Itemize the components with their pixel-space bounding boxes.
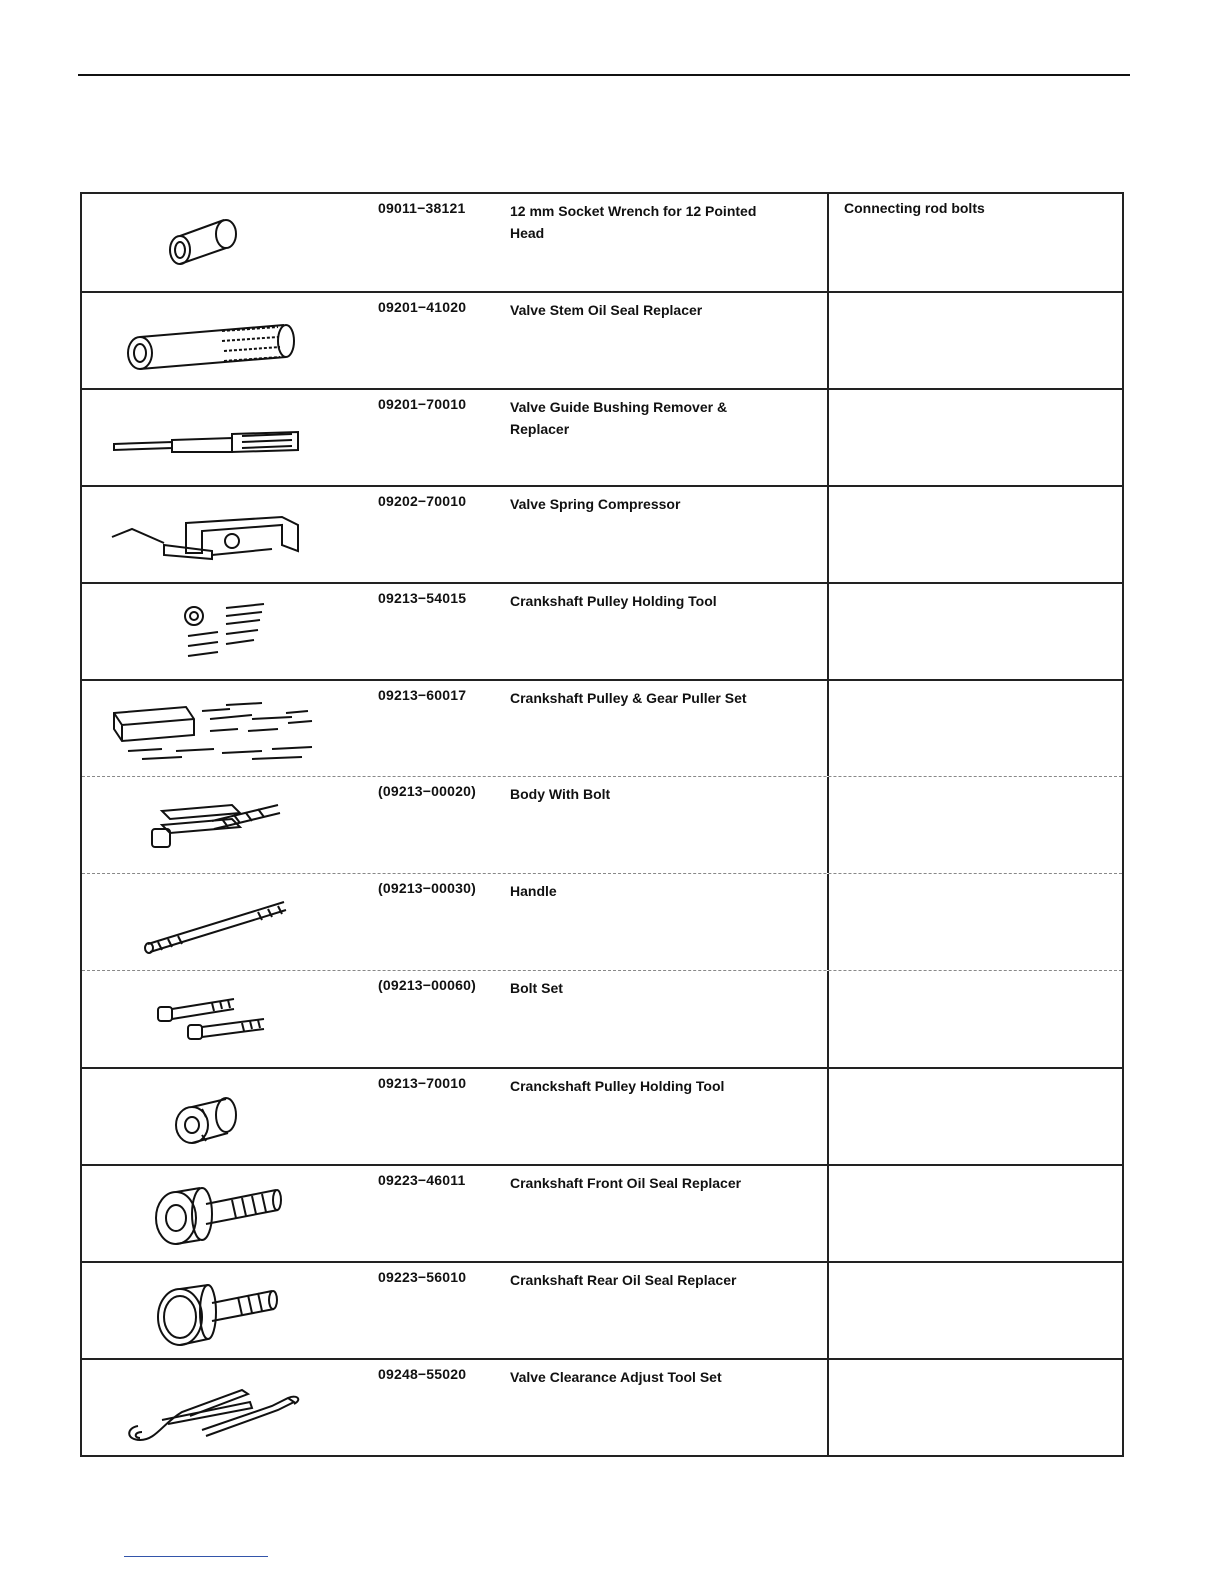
- part-number: 09213−54015: [378, 590, 467, 606]
- tool-name: Valve Guide Bushing Remover & Replacer: [510, 399, 728, 437]
- tool-row: [82, 1261, 1122, 1358]
- tool-name: Crankshaft Rear Oil Seal Replacer: [510, 1272, 737, 1288]
- header-rule: [78, 74, 1130, 76]
- part-number: 09202−70010: [378, 493, 467, 509]
- tool-note: Connecting rod bolts: [844, 200, 985, 216]
- tool-name: Bolt Set: [510, 980, 563, 996]
- pulley-holder-icon: [82, 1069, 372, 1164]
- oil-seal-replacer-icon: [82, 293, 372, 388]
- bolt-set-icon: [82, 971, 372, 1067]
- tool-row: [82, 194, 1122, 291]
- tool-row: [82, 582, 1122, 679]
- valve-clearance-tool-icon: [82, 1360, 372, 1455]
- tool-row: [82, 388, 1122, 485]
- footer-link-underline[interactable]: [124, 1556, 268, 1557]
- tool-name: Valve Stem Oil Seal Replacer: [510, 302, 703, 318]
- tool-row: [82, 1164, 1122, 1261]
- part-number: (09213−00060): [378, 977, 476, 993]
- tool-name: Crankshaft Pulley & Gear Puller Set: [510, 690, 747, 706]
- spring-compressor-icon: [82, 487, 372, 582]
- part-number: 09248−55020: [378, 1366, 467, 1382]
- socket-wrench-icon: [82, 194, 372, 291]
- tool-name: Valve Clearance Adjust Tool Set: [510, 1369, 722, 1385]
- part-number: (09213−00020): [378, 783, 476, 799]
- bushing-remover-icon: [82, 390, 372, 485]
- tool-name: Cranckshaft Pulley Holding Tool: [510, 1078, 725, 1094]
- tool-name: Valve Spring Compressor: [510, 496, 681, 512]
- puller-set-icon: [82, 681, 372, 776]
- part-number: 09201−70010: [378, 396, 467, 412]
- tool-row: [82, 291, 1122, 388]
- tool-name: 12 mm Socket Wrench for 12 Pointed Head: [510, 203, 757, 241]
- tool-name: Crankshaft Pulley Holding Tool: [510, 593, 717, 609]
- tool-row: [82, 1067, 1122, 1164]
- part-number: 09213−70010: [378, 1075, 467, 1091]
- tool-name: Handle: [510, 883, 557, 899]
- pulley-holding-tool-icon: [82, 584, 372, 679]
- special-service-tools-table: [80, 192, 1124, 1457]
- tool-row: [82, 1358, 1122, 1455]
- part-number: (09213−00030): [378, 880, 476, 896]
- part-number: 09223−46011: [378, 1172, 466, 1188]
- tool-name: Crankshaft Front Oil Seal Replacer: [510, 1175, 742, 1191]
- body-with-bolt-icon: [82, 777, 372, 873]
- part-number: 09011−38121: [378, 200, 466, 216]
- tool-name: Body With Bolt: [510, 786, 611, 802]
- tool-row: [82, 679, 1122, 776]
- rear-seal-replacer-icon: [82, 1263, 372, 1358]
- tool-row: [82, 776, 1122, 873]
- tool-row: [82, 970, 1122, 1067]
- part-number: 09201−41020: [378, 299, 467, 315]
- part-number: 09213−60017: [378, 687, 467, 703]
- part-number: 09223−56010: [378, 1269, 467, 1285]
- tool-row: [82, 873, 1122, 970]
- tool-row: [82, 485, 1122, 582]
- front-seal-replacer-icon: [82, 1166, 372, 1261]
- handle-icon: [82, 874, 372, 970]
